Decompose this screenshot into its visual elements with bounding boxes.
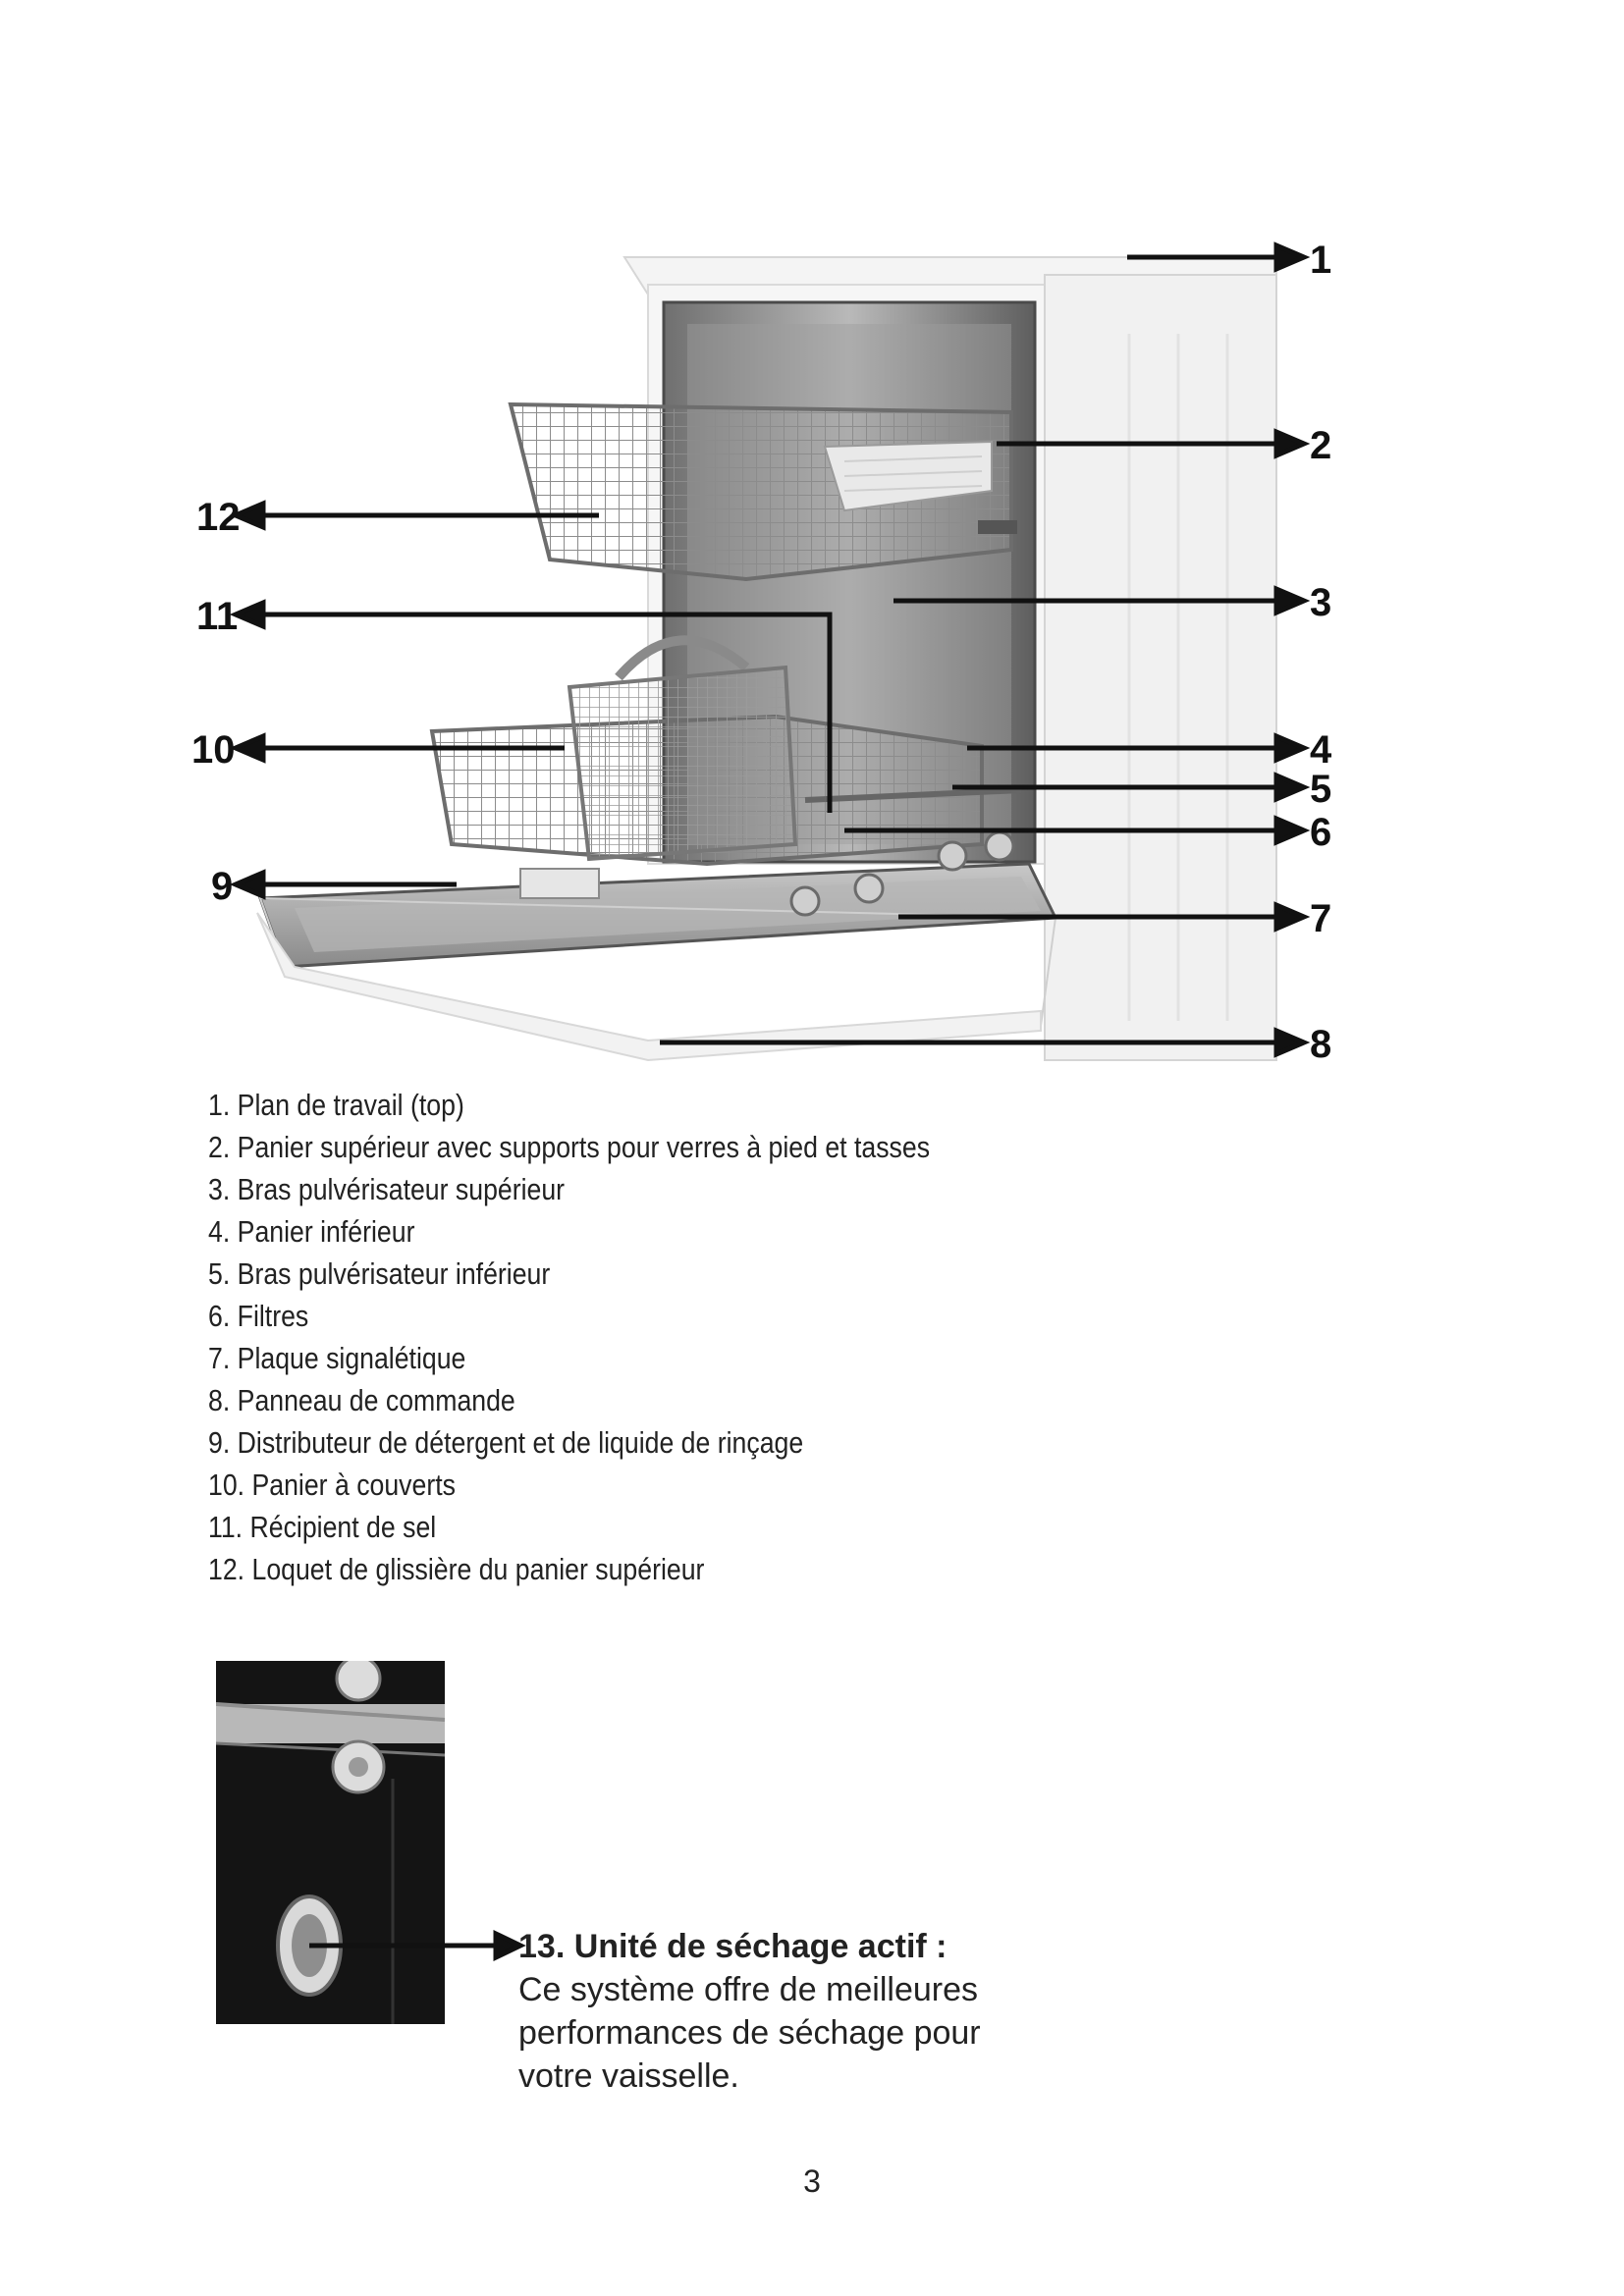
parts-list	[208, 1084, 930, 1590]
part-number: 5.	[208, 1256, 231, 1291]
callout-6: 6	[1310, 811, 1332, 854]
part-number: 3.	[208, 1172, 231, 1206]
part-label: Plan de travail (top)	[237, 1088, 464, 1122]
part-number: 7.	[208, 1341, 231, 1375]
drying-line-2: performances de séchage pour	[518, 2014, 981, 2052]
parts-list-item	[208, 1421, 930, 1464]
callout-3: 3	[1310, 581, 1332, 624]
part-number: 8.	[208, 1383, 231, 1417]
parts-list-item	[208, 1337, 930, 1379]
parts-list-item	[208, 1464, 930, 1506]
callout-2: 2	[1310, 424, 1332, 467]
callout-11: 11	[196, 595, 239, 638]
part-label: Loquet de glissière du panier supérieur	[251, 1552, 705, 1586]
part-number: 2.	[208, 1130, 231, 1164]
callout-5: 5	[1310, 768, 1332, 811]
part-number: 12.	[208, 1552, 245, 1586]
parts-list-item	[208, 1506, 930, 1548]
part-label: Récipient de sel	[249, 1510, 437, 1544]
parts-list-item	[208, 1379, 930, 1421]
callout-7: 7	[1310, 897, 1332, 940]
part-number: 10.	[208, 1468, 245, 1502]
part-label: Bras pulvérisateur supérieur	[237, 1172, 566, 1206]
part-number: 4.	[208, 1214, 231, 1249]
part-label: Panier supérieur avec supports pour verres à pied et tasses	[237, 1130, 931, 1164]
part-label: Distributeur de détergent et de liquide de rinçage	[237, 1425, 804, 1460]
part-label: Plaque signalétique	[237, 1341, 466, 1375]
callout-8: 8	[1310, 1023, 1332, 1066]
part-number: 11.	[208, 1510, 244, 1544]
callout-12: 12	[196, 496, 241, 539]
dishwasher-illustration	[257, 257, 1276, 1060]
parts-list-item	[208, 1084, 930, 1126]
parts-list-item	[208, 1253, 930, 1295]
dishwasher-diagram	[0, 196, 1624, 1080]
part-number: 9.	[208, 1425, 231, 1460]
part-number: 1.	[208, 1088, 231, 1122]
callout-9: 9	[211, 865, 234, 908]
part-label: Filtres	[237, 1299, 309, 1333]
parts-list-item	[208, 1168, 930, 1210]
parts-list-item	[208, 1548, 930, 1590]
part-label: Panier à couverts	[251, 1468, 456, 1502]
part-label: Panneau de commande	[237, 1383, 515, 1417]
part-number: 6.	[208, 1299, 231, 1333]
callout-10: 10	[191, 728, 236, 772]
drying-line-1: Ce système offre de meilleures	[518, 1971, 979, 2008]
parts-list-item	[208, 1210, 930, 1253]
callout-1: 1	[1310, 239, 1332, 282]
part-label: Bras pulvérisateur inférieur	[237, 1256, 551, 1291]
drying-line-3: votre vaisselle.	[518, 2057, 739, 2095]
page-number: 3	[803, 2163, 821, 2199]
callout-4: 4	[1310, 728, 1332, 772]
parts-list-item	[208, 1126, 930, 1168]
part-label: Panier inférieur	[237, 1214, 415, 1249]
drying-unit-description	[518, 1925, 1068, 2098]
drying-unit-title: 13. Unité de séchage actif :	[518, 1928, 947, 1965]
parts-list-item	[208, 1295, 930, 1337]
